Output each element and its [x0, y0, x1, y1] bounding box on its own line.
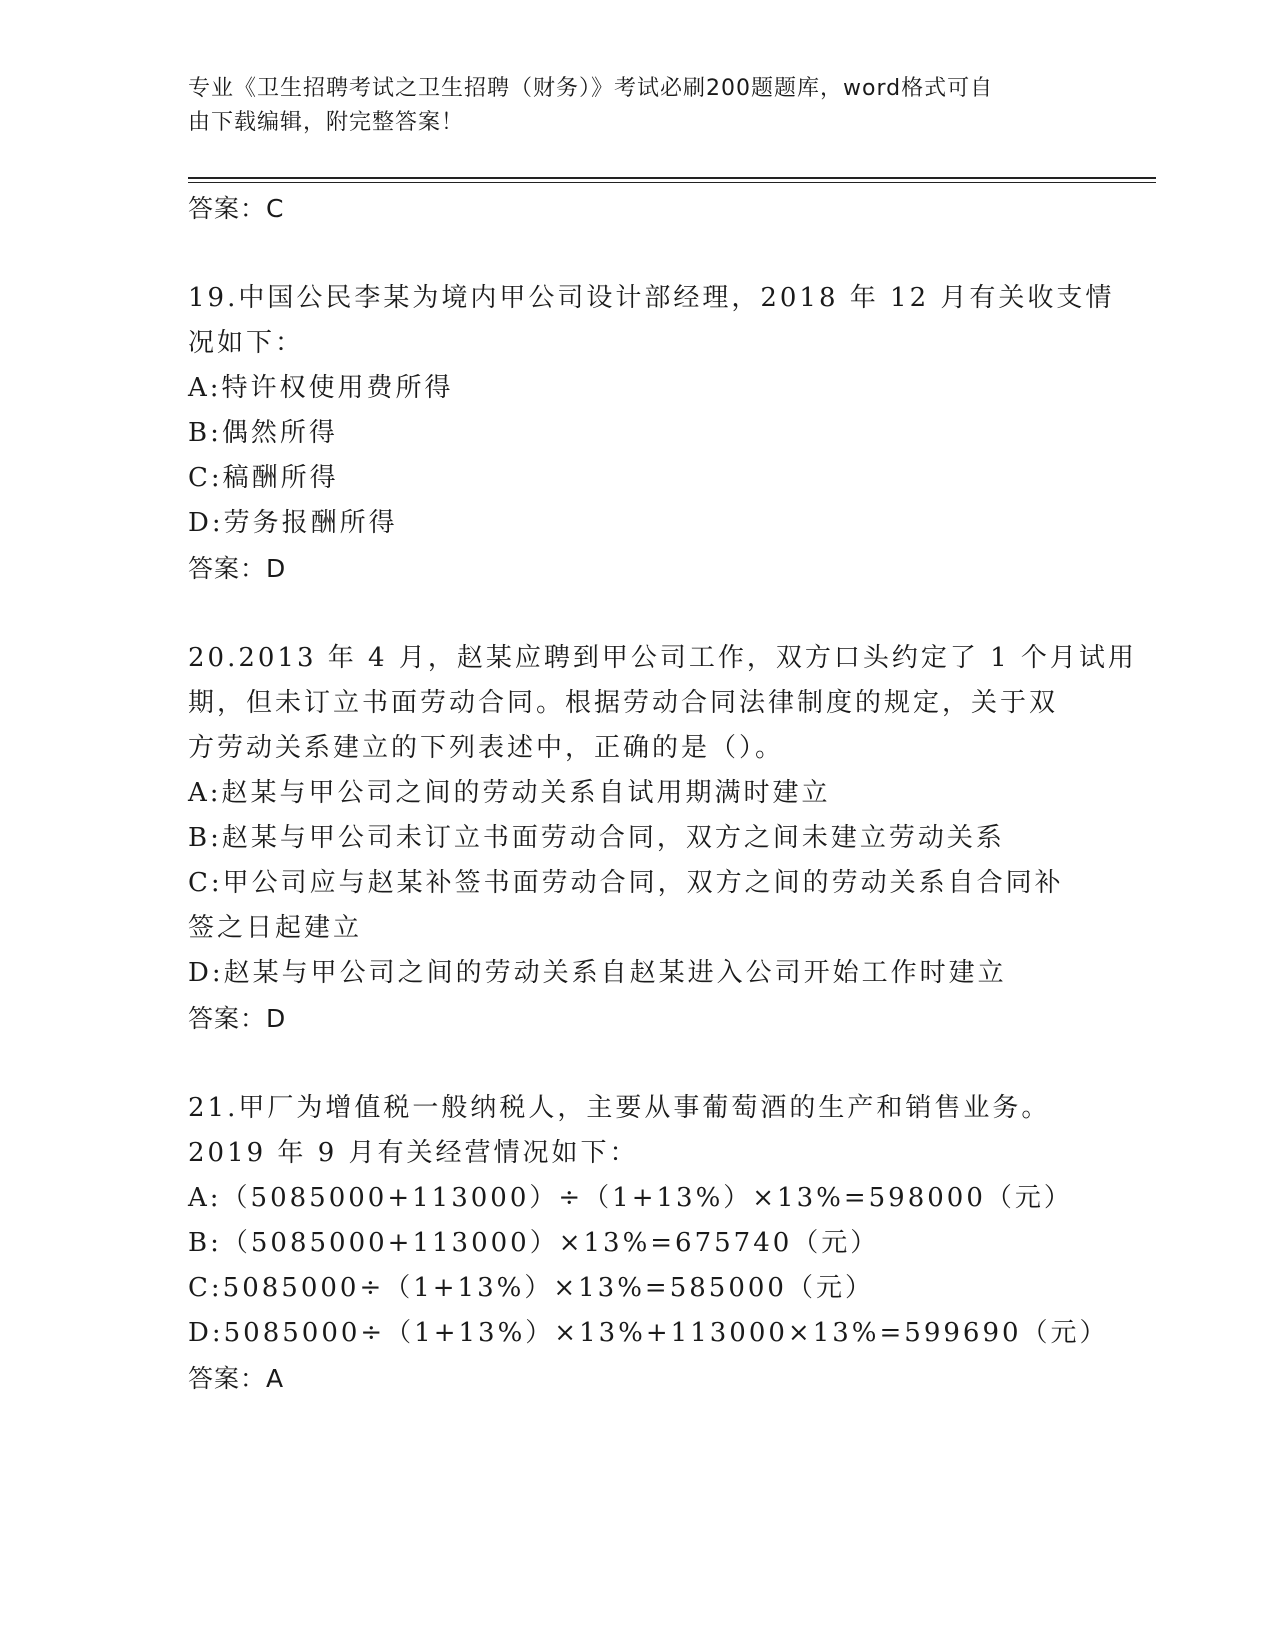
question-stem-line: 方劳动关系建立的下列表述中，正确的是（）。 — [188, 733, 785, 763]
option-b: B:偶然所得 — [188, 418, 338, 448]
header-line-2: 由下载编辑，附完整答案！ — [188, 110, 465, 135]
answer-previous: 答案：C — [188, 194, 285, 223]
option-b: B:赵某与甲公司未订立书面劳动合同，双方之间未建立劳动关系 — [188, 823, 1005, 853]
option-a: A:特许权使用费所得 — [188, 373, 454, 403]
option-b: B:（5085000+113000）×13%=675740（元） — [188, 1228, 880, 1258]
option-d: D:5085000÷（1+13%）×13%+113000×13%=599690（元） — [188, 1318, 1109, 1348]
answer: 答案：D — [188, 554, 287, 583]
question-stem-line: 20.2013 年 4 月，赵某应聘到甲公司工作，双方口头约定了 1 个月试用 — [188, 643, 1137, 673]
question-21 — [188, 1086, 1109, 1402]
question-stem-line: 19.中国公民李某为境内甲公司设计部经理，2018 年 12 月有关收支情 — [188, 283, 1115, 313]
header-divider-thin — [188, 182, 1156, 183]
question-20 — [188, 636, 1137, 1042]
header-line-1: 专业《卫生招聘考试之卫生招聘（财务）》考试必刷200题题库，word格式可自 — [188, 76, 994, 101]
option-d: D:劳务报酬所得 — [188, 508, 398, 538]
option-a: A:（5085000+113000）÷（1+13%）×13%=598000（元） — [188, 1183, 1073, 1213]
option-a: A:赵某与甲公司之间的劳动关系自试用期满时建立 — [188, 778, 831, 808]
option-c: C:甲公司应与赵某补签书面劳动合同，双方之间的劳动关系自合同补 — [188, 868, 1064, 898]
question-19 — [188, 276, 1115, 592]
question-stem-line: 况如下： — [188, 328, 305, 358]
question-stem-line: 期，但未订立书面劳动合同。根据劳动合同法律制度的规定，关于双 — [188, 688, 1059, 718]
header-divider-thick — [188, 177, 1156, 179]
answer: 答案：D — [188, 1004, 287, 1033]
document-header — [188, 72, 1068, 140]
question-stem-line: 2019 年 9 月有关经营情况如下： — [188, 1138, 639, 1168]
option-c: C:稿酬所得 — [188, 463, 339, 493]
option-d: D:赵某与甲公司之间的劳动关系自赵某进入公司开始工作时建立 — [188, 958, 1007, 988]
document-body — [188, 186, 1137, 1402]
option-c-continued: 签之日起建立 — [188, 913, 363, 943]
question-stem-line: 21.甲厂为增值税一般纳税人，主要从事葡萄酒的生产和销售业务。 — [188, 1093, 1051, 1123]
option-c: C:5085000÷（1+13%）×13%=585000（元） — [188, 1273, 874, 1303]
answer: 答案：A — [188, 1364, 285, 1393]
